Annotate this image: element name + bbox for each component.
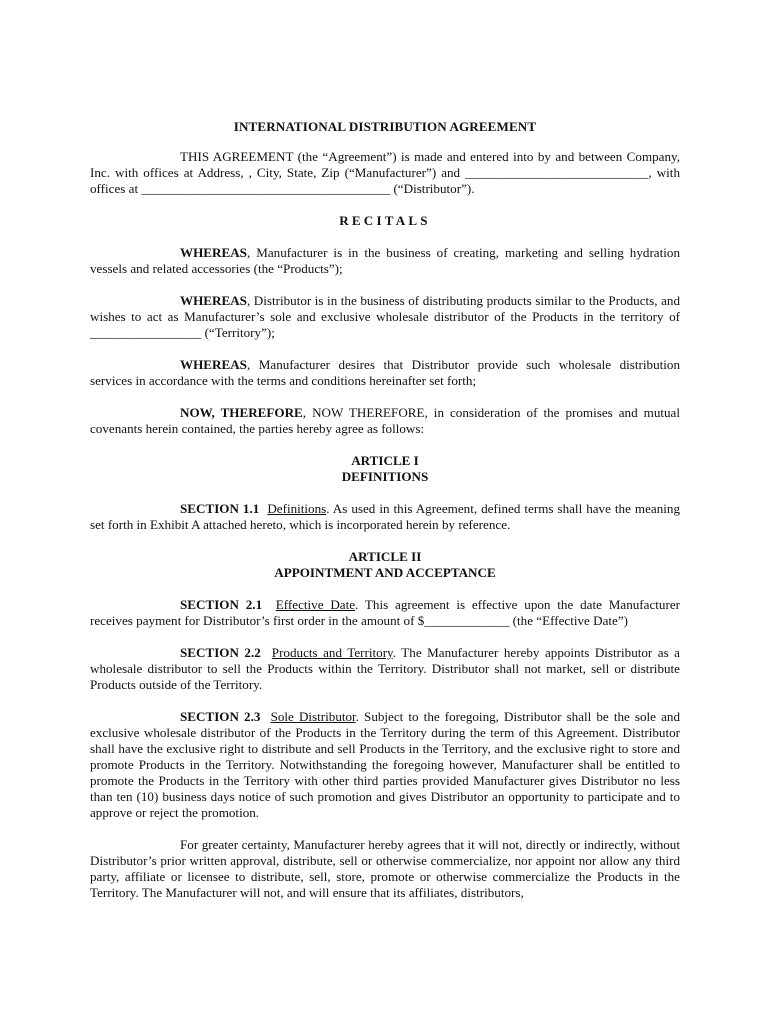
section-text: . This agreement is effective upon the date Manufacturer receives payment for Distributor’s first order in the amount of $_____________ (the “Effective Date”)	[90, 597, 680, 628]
recital-text: , NOW THEREFORE, in consideration of the promises and mutual covenants herein contained, the parties hereby agree as follows:	[90, 405, 681, 436]
recital-text: , Distributor is in the business of distributing products similar to the Products, and wishes to act as Manufacturer’s sole and exclusive wholesale distributor of the Products in the territory of _________________ (“Territory”);	[90, 293, 680, 340]
section-text: . The Manufacturer hereby appoints Distributor as a wholesale distributor to sell the Products within the Territory. Distributor shall not market, sell or distribute Products outside of the Territory.	[90, 645, 680, 692]
section-heading: Products and Territory	[271, 645, 393, 660]
article-2-heading	[90, 549, 680, 581]
section-2-3-paragraph	[90, 709, 680, 821]
recital-lead: NOW, THEREFORE	[180, 405, 303, 420]
section-text: . As used in this Agreement, defined terms shall have the meaning set forth in Exhibit A attached hereto, which is incorporated herein by reference.	[90, 501, 680, 532]
section-number: SECTION 2.3	[180, 709, 261, 724]
section-number: SECTION 2.2	[180, 645, 261, 660]
article-1-number: ARTICLE I	[351, 453, 419, 468]
recital-paragraph	[90, 245, 680, 277]
article-2-number: ARTICLE II	[348, 549, 422, 564]
recital-paragraph	[90, 405, 680, 437]
section-1-1-paragraph	[90, 501, 680, 533]
section-heading: Definitions	[267, 501, 327, 516]
section-heading: Sole Distributor	[270, 709, 356, 724]
closing-paragraph: For greater certainty, Manufacturer hereby agrees that it will not, directly or indirectly, without Distributor’s prior written approval, distribute, sell or otherwise commercialize, nor appoint nor allow any third party, affiliate or licensee to distribute, sell, store, promote or otherwise commercialize the Products in the Territory. The Manufacturer will not, and will ensure that its affiliates, distributors,	[90, 837, 680, 900]
recitals-heading: RECITALS	[339, 213, 431, 228]
recital-lead: WHEREAS	[180, 357, 247, 372]
section-heading: Effective Date	[275, 597, 356, 612]
document-title: INTERNATIONAL DISTRIBUTION AGREEMENT	[233, 119, 537, 134]
section-text: . Subject to the foregoing, Distributor shall be the sole and exclusive wholesale distributor of the Products in the Territory during the term of this Agreement. Distributor shall have the exclusive right to distribute and sell Products in the Territory, and the exclusive right to store and promote Products in the Territory. Notwithstanding the foregoing however, Manufacturer shall be entitled to promote the Products in the Territory with other third parties provided Manufacturer gives Distributor no less than ten (10) business days notice of such promotion and gives Distributor an opportunity to participate and to approve or reject the promotion.	[90, 709, 680, 820]
recital-text: , Manufacturer is in the business of creating, marketing and selling hydration vessels and related accessories (the “Products”);	[90, 245, 680, 276]
recital-lead: WHEREAS	[180, 293, 247, 308]
article-1-name: DEFINITIONS	[341, 469, 429, 484]
section-2-2-paragraph	[90, 645, 680, 693]
recital-paragraph	[90, 293, 680, 341]
intro-paragraph: THIS AGREEMENT (the “Agreement”) is made and entered into by and between Company, Inc. with offices at Address, , City, State, Zip (“Manufacturer”) and ____________________________, with offices at ______________________________________ (“Distributor”).	[90, 149, 680, 196]
section-number: SECTION 2.1	[180, 597, 263, 612]
recital-paragraph	[90, 357, 680, 389]
article-1-heading	[90, 453, 680, 485]
section-number: SECTION 1.1	[180, 501, 260, 516]
section-2-1-paragraph	[90, 597, 680, 629]
recital-text: , Manufacturer desires that Distributor provide such wholesale distribution services in accordance with the terms and conditions hereinafter set forth;	[90, 357, 680, 388]
article-2-name: APPOINTMENT AND ACCEPTANCE	[274, 565, 496, 580]
recital-lead: WHEREAS	[180, 245, 247, 260]
